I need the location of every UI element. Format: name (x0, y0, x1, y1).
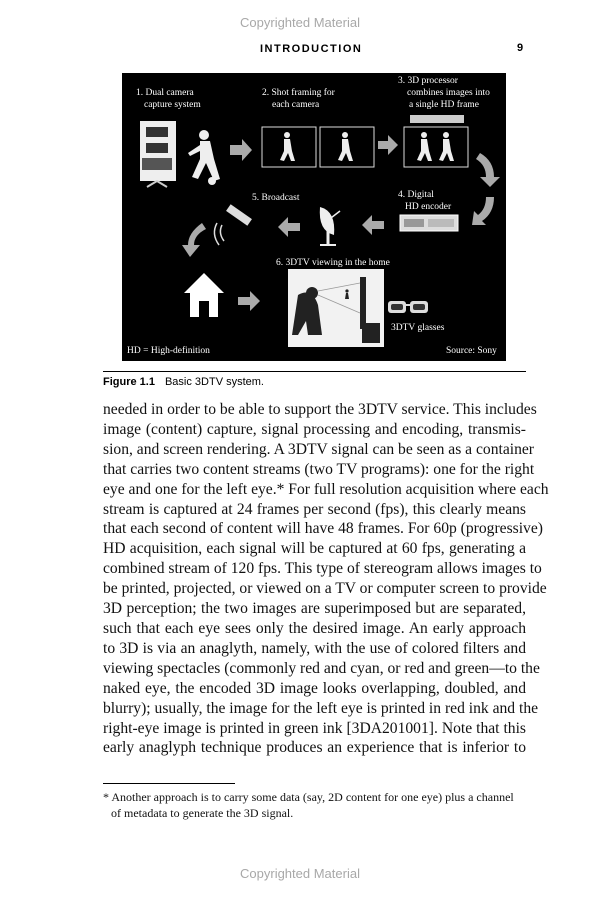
living-room-icon (288, 269, 384, 347)
label-glasses: 3DTV glasses (391, 323, 445, 333)
caption-number: Figure 1.1 (103, 376, 155, 388)
body-line: such that each eye sees only the desired image. An early approach (103, 619, 526, 637)
body-line: stream is captured at 24 frames per second (fps), this clearly means (103, 500, 526, 518)
body-line: be printed, projected, or viewed on a TV or computer screen to provide (103, 580, 547, 598)
body-line: needed in order to be able to support the 3DTV service. This includes (103, 401, 537, 418)
label-step1-line1: 1. Dual camera (136, 88, 194, 98)
body-line: naked eye, the encoded 3D image looks overlapping, doubled, and (103, 679, 526, 697)
body-line: to 3D is via an anaglyth, namely, with the use of colored filters and (103, 639, 526, 657)
label-step1-line2: capture system (144, 100, 201, 110)
body-text (103, 400, 549, 758)
body-line: combined stream of 120 fps. This type of stereogram allows images to (103, 560, 542, 578)
label-step5: 5. Broadcast (252, 193, 300, 203)
footnote-line: of metadata to generate the 3D signal. (111, 806, 294, 820)
hd-encoder-icon (400, 215, 458, 231)
watermark-top: Copyrighted Material (240, 15, 360, 30)
body-line: right-eye image is printed in green ink [3DA201001]. Note that this (103, 719, 526, 737)
footnote-rule (103, 783, 235, 784)
figure-3dtv-diagram (122, 73, 506, 361)
body-line: early anaglyph technique produces an experience that is inferior to (103, 739, 526, 757)
body-line: sion, and screen rendering. A 3DTV signal can be seen as a container (103, 440, 534, 458)
figure-caption (103, 376, 264, 388)
label-step4-line1: 4. Digital (398, 190, 434, 200)
label-footer-right: Source: Sony (446, 346, 497, 356)
label-footer-left: HD = High-definition (127, 346, 210, 356)
page-number: 9 (517, 42, 524, 54)
label-step4-line2: HD encoder (405, 202, 452, 212)
body-line: 3D perception; the two images are superimposed but are separated, (103, 600, 526, 618)
body-line: blurry); usually, the image for the left eye is printed in red ink and the (103, 699, 539, 717)
body-line: that carries two content streams (two TV programs): one for the right (103, 460, 535, 478)
body-line: image (content) capture, signal processing and encoding, transmis- (103, 420, 526, 438)
caption-text: Basic 3DTV system. (164, 376, 264, 388)
body-line: that each second of content will have 48 frames. For 60p (progressive) (103, 520, 543, 538)
footnote (103, 789, 526, 821)
footnote-line: * Another approach is to carry some data (say, 2D content for one eye) plus a channel (103, 790, 514, 804)
body-line: HD acquisition, each signal will be captured at 60 fps, generating a (103, 540, 526, 558)
caption-rule (103, 371, 526, 372)
watermark-bottom: Copyrighted Material (240, 866, 360, 881)
body-line: eye and one for the left eye.* For full resolution acquisition where each (103, 480, 549, 498)
camera-rig-icon (140, 121, 176, 187)
label-step2-line2: each camera (272, 100, 320, 110)
label-step6: 6. 3DTV viewing in the home (276, 258, 390, 268)
label-step2-line1: 2. Shot framing for (262, 88, 335, 98)
label-step3-line1: 3. 3D processor (398, 76, 458, 86)
running-header: INTRODUCTION (260, 43, 363, 55)
body-line: viewing spectacles (commonly red and cyan, or red and green—to the (103, 659, 540, 677)
label-step3-line3: a single HD frame (409, 100, 479, 110)
label-step3-line2: combines images into (407, 88, 490, 98)
